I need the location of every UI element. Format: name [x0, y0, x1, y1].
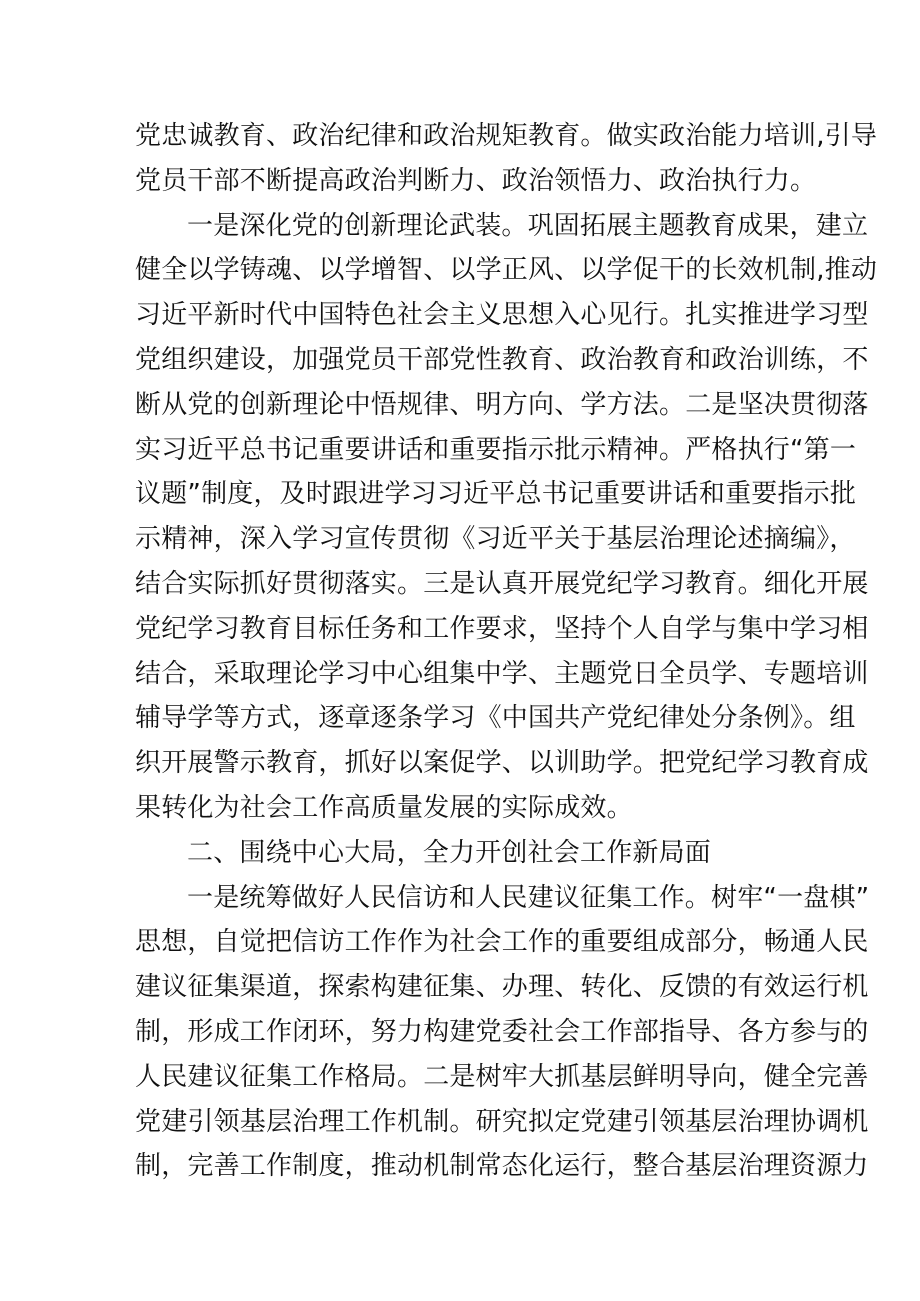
text-line-12: 党纪学习教育目标任务和工作要求，坚持个人自学与集中学习相 — [135, 613, 869, 644]
text-line-14: 辅导学等方式，逐章逐条学习《中国共产党纪律处分条例》。组 — [135, 703, 856, 734]
text-line-9: 议题”制度，及时跟进学习习近平总书记重要讲话和重要指示批 — [135, 479, 857, 510]
text-line-10: 示精神，深入学习宣传贯彻《习近平关于基层治理论述摘编》， — [135, 524, 856, 555]
text-line-24: 制，完善工作制度，推动机制常态化运行，整合基层治理资源力 — [135, 1151, 869, 1182]
text-line-11: 结合实际抓好贯彻落实。三是认真开展党纪学习教育。细化开展 — [135, 568, 869, 599]
text-line-3: 一是深化党的创新理论武装。巩固拓展主题教育成果，建立 — [187, 210, 869, 241]
document-body — [135, 114, 878, 1189]
text-line-15: 织开展警示教育，抓好以案促学、以训助学。把党纪学习教育成 — [135, 748, 869, 779]
section-heading: 二、围绕中心大局，全力开创社会工作新局面 — [187, 837, 712, 868]
text-line-2: 党员干部不断提高政治判断力、政治领悟力、政治执行力。 — [135, 165, 817, 196]
text-line-1: 党忠诚教育、政治纪律和政治规矩教育。做实政治能力培训,引导 — [135, 121, 878, 151]
text-line-5: 习近平新时代中国特色社会主义思想入心见行。扎实推进学习型 — [135, 300, 869, 331]
text-line-19: 思想，自觉把信访工作作为社会工作的重要组成部分，畅通人民 — [135, 927, 869, 958]
text-line-20: 建议征集渠道，探索构建征集、办理、转化、反馈的有效运行机 — [135, 972, 869, 1003]
text-line-21: 制，形成工作闭环，努力构建党委社会工作部指导、各方参与的 — [135, 1016, 869, 1047]
text-line-7: 断从党的创新理论中悟规律、明方向、学方法。二是坚决贯彻落 — [135, 389, 869, 420]
text-line-8: 实习近平总书记重要讲话和重要指示批示精神。严格执行“第一 — [135, 434, 857, 465]
text-line-18: 一是统筹做好人民信访和人民建议征集工作。树牢“一盘棋” — [187, 882, 870, 913]
text-line-13: 结合，采取理论学习中心组集中学、主题党日全员学、专题培训 — [135, 658, 869, 689]
text-line-16: 果转化为社会工作高质量发展的实际成效。 — [135, 792, 633, 823]
text-line-6: 党组织建设，加强党员干部党性教育、政治教育和政治训练，不 — [135, 344, 869, 375]
text-line-23: 党建引领基层治理工作机制。研究拟定党建引领基层治理协调机 — [135, 1106, 869, 1137]
text-line-22: 人民建议征集工作格局。二是树牢大抓基层鲜明导向，健全完善 — [135, 1061, 869, 1092]
text-line-4: 健全以学铸魂、以学增智、以学正风、以学促干的长效机制,推动 — [135, 255, 878, 286]
